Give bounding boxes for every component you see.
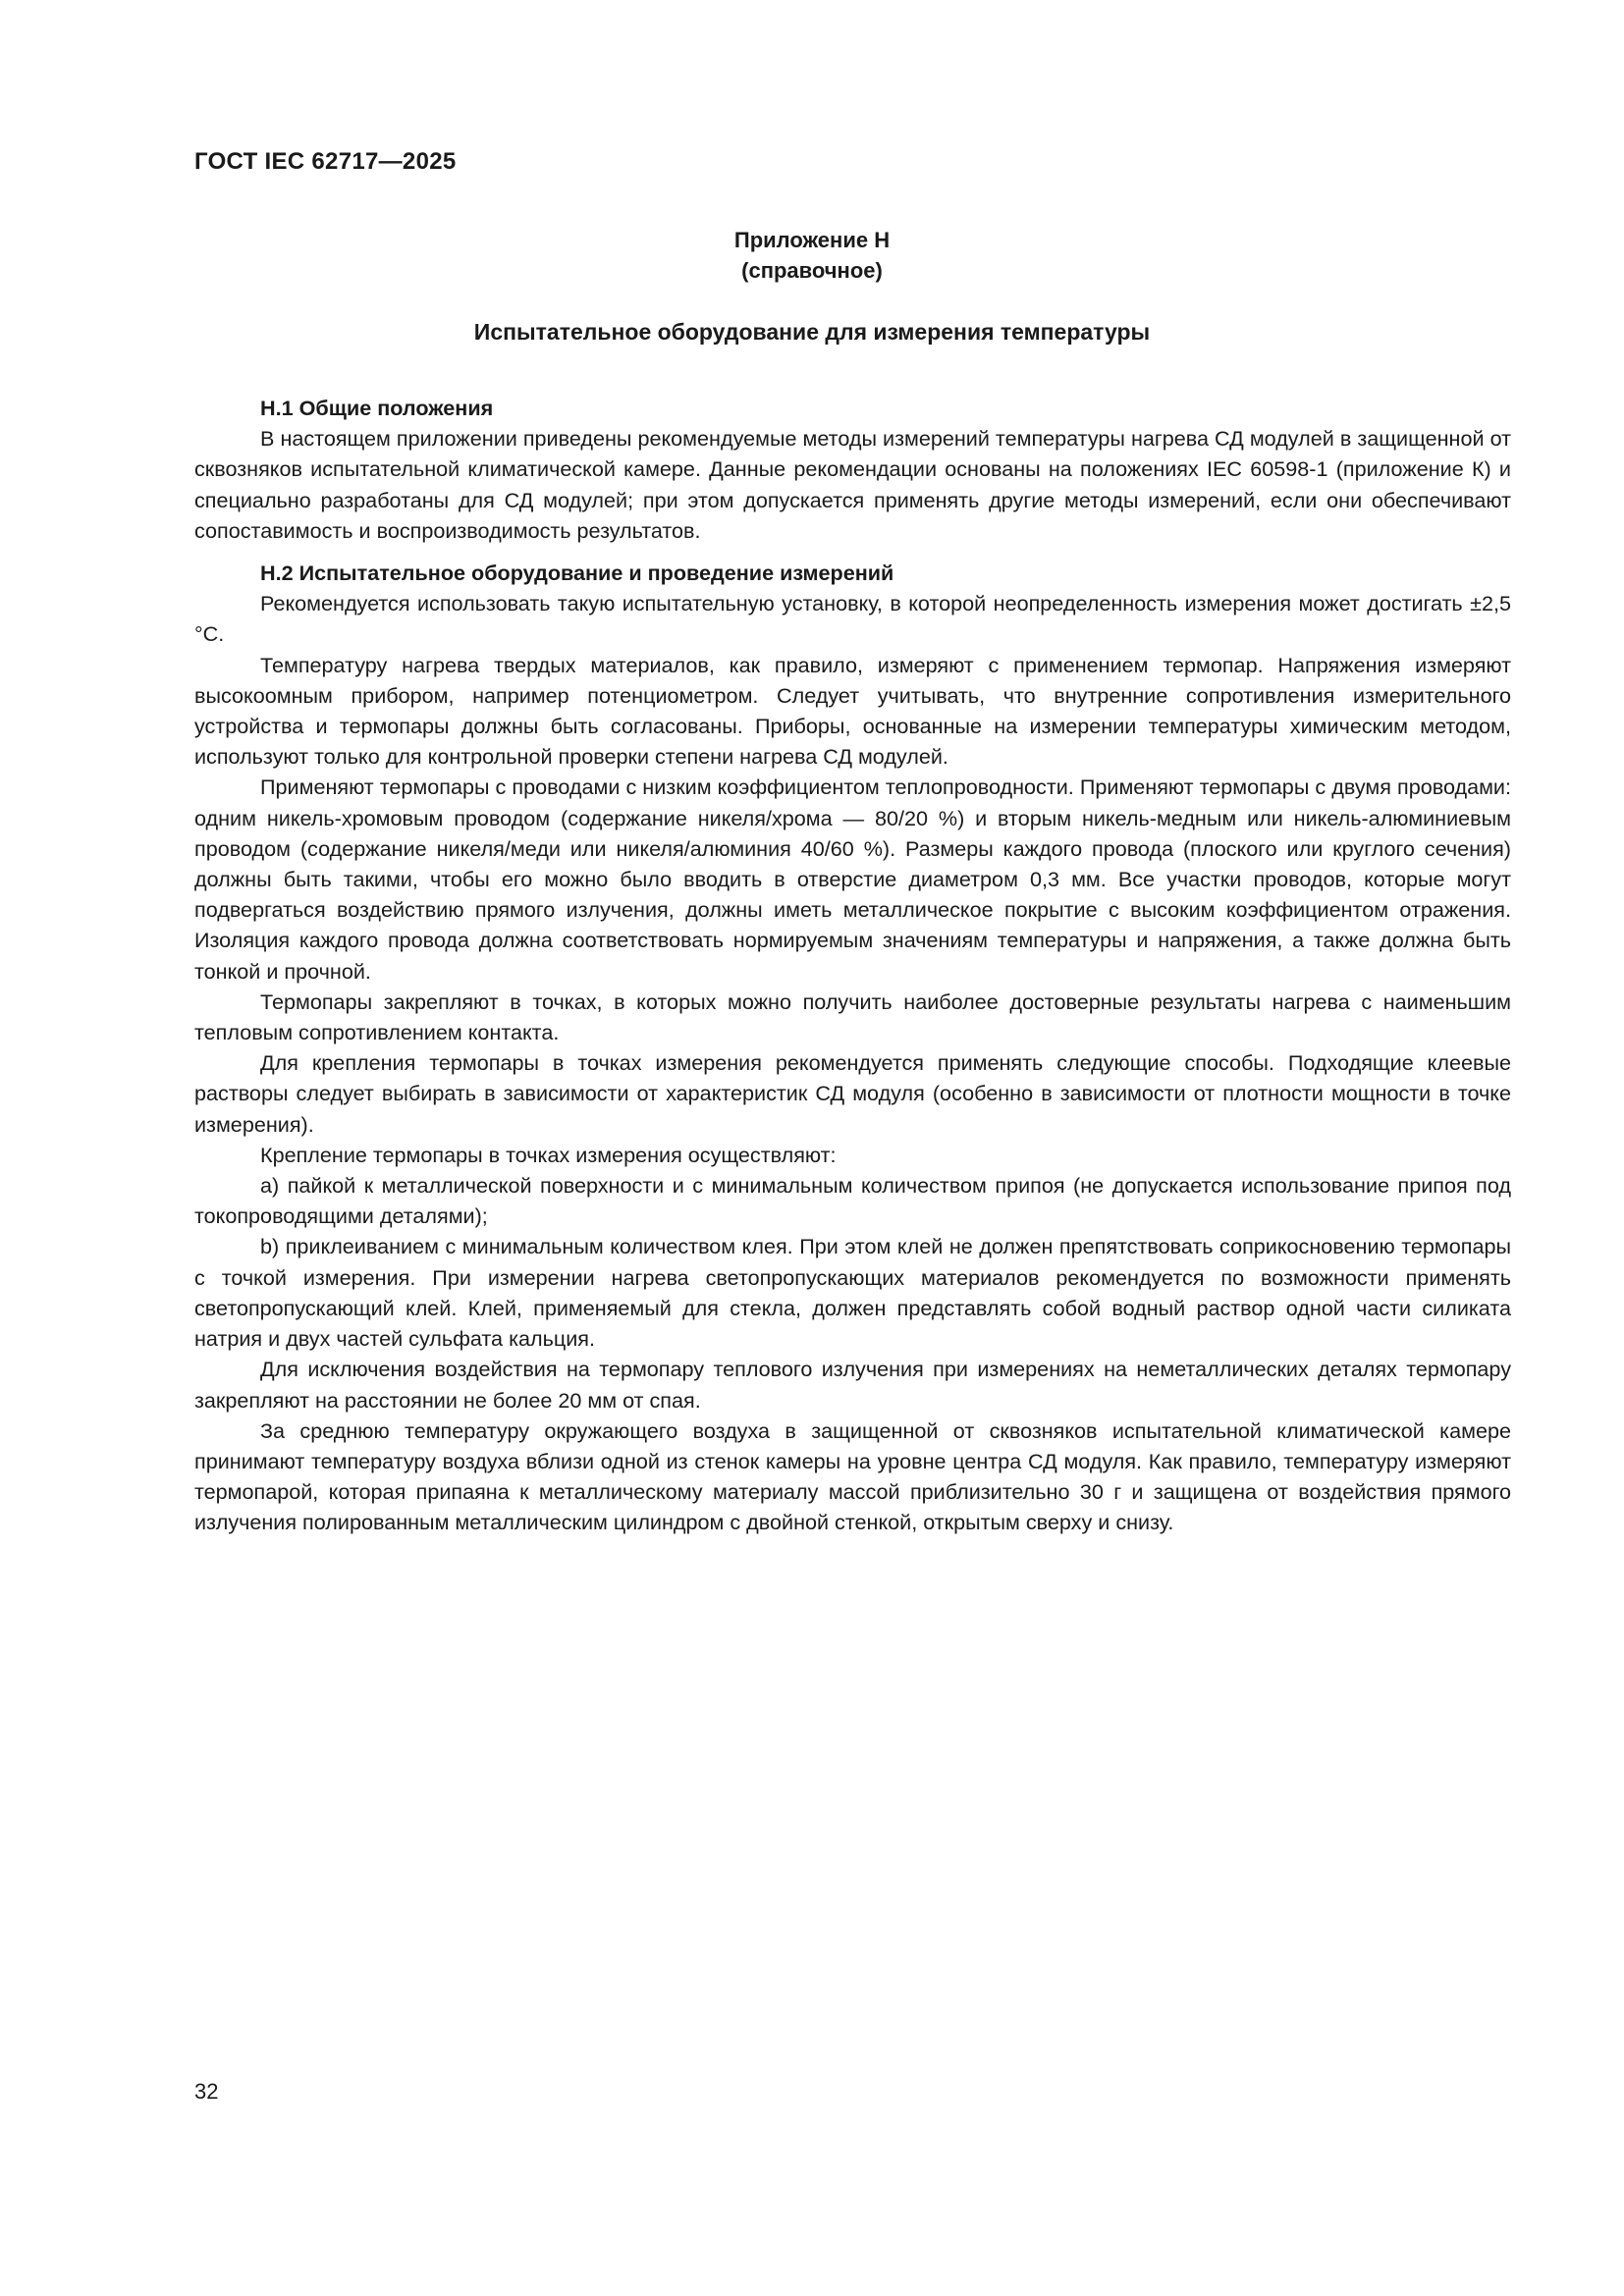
- paragraph: Термопары закрепляют в точках, в которых можно получить наиболее достоверные результаты нагрева с наименьшим тепловым сопротивлением контакта.: [194, 988, 1511, 1045]
- page-number: 32: [194, 2079, 219, 2104]
- paragraph: Рекомендуется использовать такую испытательную установку, в которой неопределенность измерения может достигать ±2,5 °C.: [194, 591, 1511, 647]
- paragraph: В настоящем приложении приведены рекомендуемые методы измерений температуры нагрева СД модулей в защищенной от сквозняков испытательной климатической камере. Данные рекомендации основаны на положениях IEC 60598-1 (приложение К) и специально разработаны для СД модулей; при этом допускается применять другие методы измерений, если они обеспечивают сопоставимость и воспроизводимость результатов.: [194, 426, 1511, 543]
- paragraph: За среднюю температуру окружающего воздуха в защищенной от сквозняков испытательной климатической камере принимают температуру воздуха вблизи одной из стенок камеры на уровне центра СД модуля. Как правило, температуру измеряют термопарой, которая припаяна к металлическому материалу массой приблизительно 30 г и защищена от воздействия прямого излучения полированным металлическим цилиндром с двойной стенкой, открытым сверху и снизу.: [194, 1417, 1511, 1535]
- document-id: ГОСТ IEC 62717—2025: [194, 148, 457, 175]
- paragraph: Температуру нагрева твердых материалов, как правило, измеряют с применением термопар. Напряжения измеряют высокоомным прибором, например потенциометром. Следует учитывать, что внутренние сопротивления измерительного устройства и термопары должны быть согласованы. Приборы, основанные на измерении температуры химическим методом, используют только для контрольной проверки степени нагрева СД модулей.: [194, 652, 1511, 770]
- document-body: [194, 393, 1511, 1538]
- paragraph: Крепление термопары в точках измерения осуществляют:: [260, 1142, 837, 1167]
- annex-title: Приложение Н: [733, 228, 891, 252]
- paragraph: Применяют термопары с проводами с низким коэффициентом теплопроводности. Применяют термопары с двумя проводами: одним никель-хромовым проводом (содержание никеля/хрома — 80/20 %) и вторым никель-медным или никель-алюминиевым проводом (содержание никеля/меди или никеля/алюминия 40/60 %). Размеры каждого провода (плоского или круглого сечения) должны быть такими, чтобы его можно было вводить в отверстие диаметром 0,3 мм. Все участки проводов, которые могут подвергаться воздействию прямого излучения, должны иметь металлическое покрытие с высоким коэффициентом отражения. Изоляция каждого провода должна соответствовать нормируемым значениям температуры и напряжения, а также должна быть тонкой и прочной.: [194, 774, 1511, 984]
- section-heading: Н.2 Испытательное оборудование и проведение измерений: [260, 561, 894, 586]
- annex-title-block: [0, 225, 1624, 286]
- list-item: a) пайкой к металлической поверхности и с минимальным количеством припоя (не допускается использование припоя под токопроводящими деталями);: [194, 1173, 1511, 1229]
- list-item: b) приклеиванием с минимальным количеством клея. При этом клей не должен препятствовать соприкосновению термопары с точкой измерения. При измерении нагрева светопропускающих материалов рекомендуется по возможности применять светопропускающий клей. Клей, применяемый для стекла, должен представлять собой водный раствор одной части силиката натрия и двух частей сульфата кальция.: [194, 1234, 1511, 1352]
- annex-heading: Испытательное оборудование для измерения температуры: [473, 319, 1151, 345]
- annex-subtitle: (справочное): [741, 258, 883, 283]
- paragraph: Для исключения воздействия на термопару теплового излучения при измерениях на неметаллических деталях термопару закрепляют на расстоянии не более 20 мм от спая.: [194, 1357, 1511, 1413]
- section-heading: Н.1 Общие положения: [260, 396, 494, 420]
- paragraph: Для крепления термопары в точках измерения рекомендуется применять следующие способы. Подходящие клеевые растворы следует выбирать в зависимости от характеристик СД модуля (особенно в зависимости от плотности мощности в точке измерения).: [194, 1050, 1511, 1137]
